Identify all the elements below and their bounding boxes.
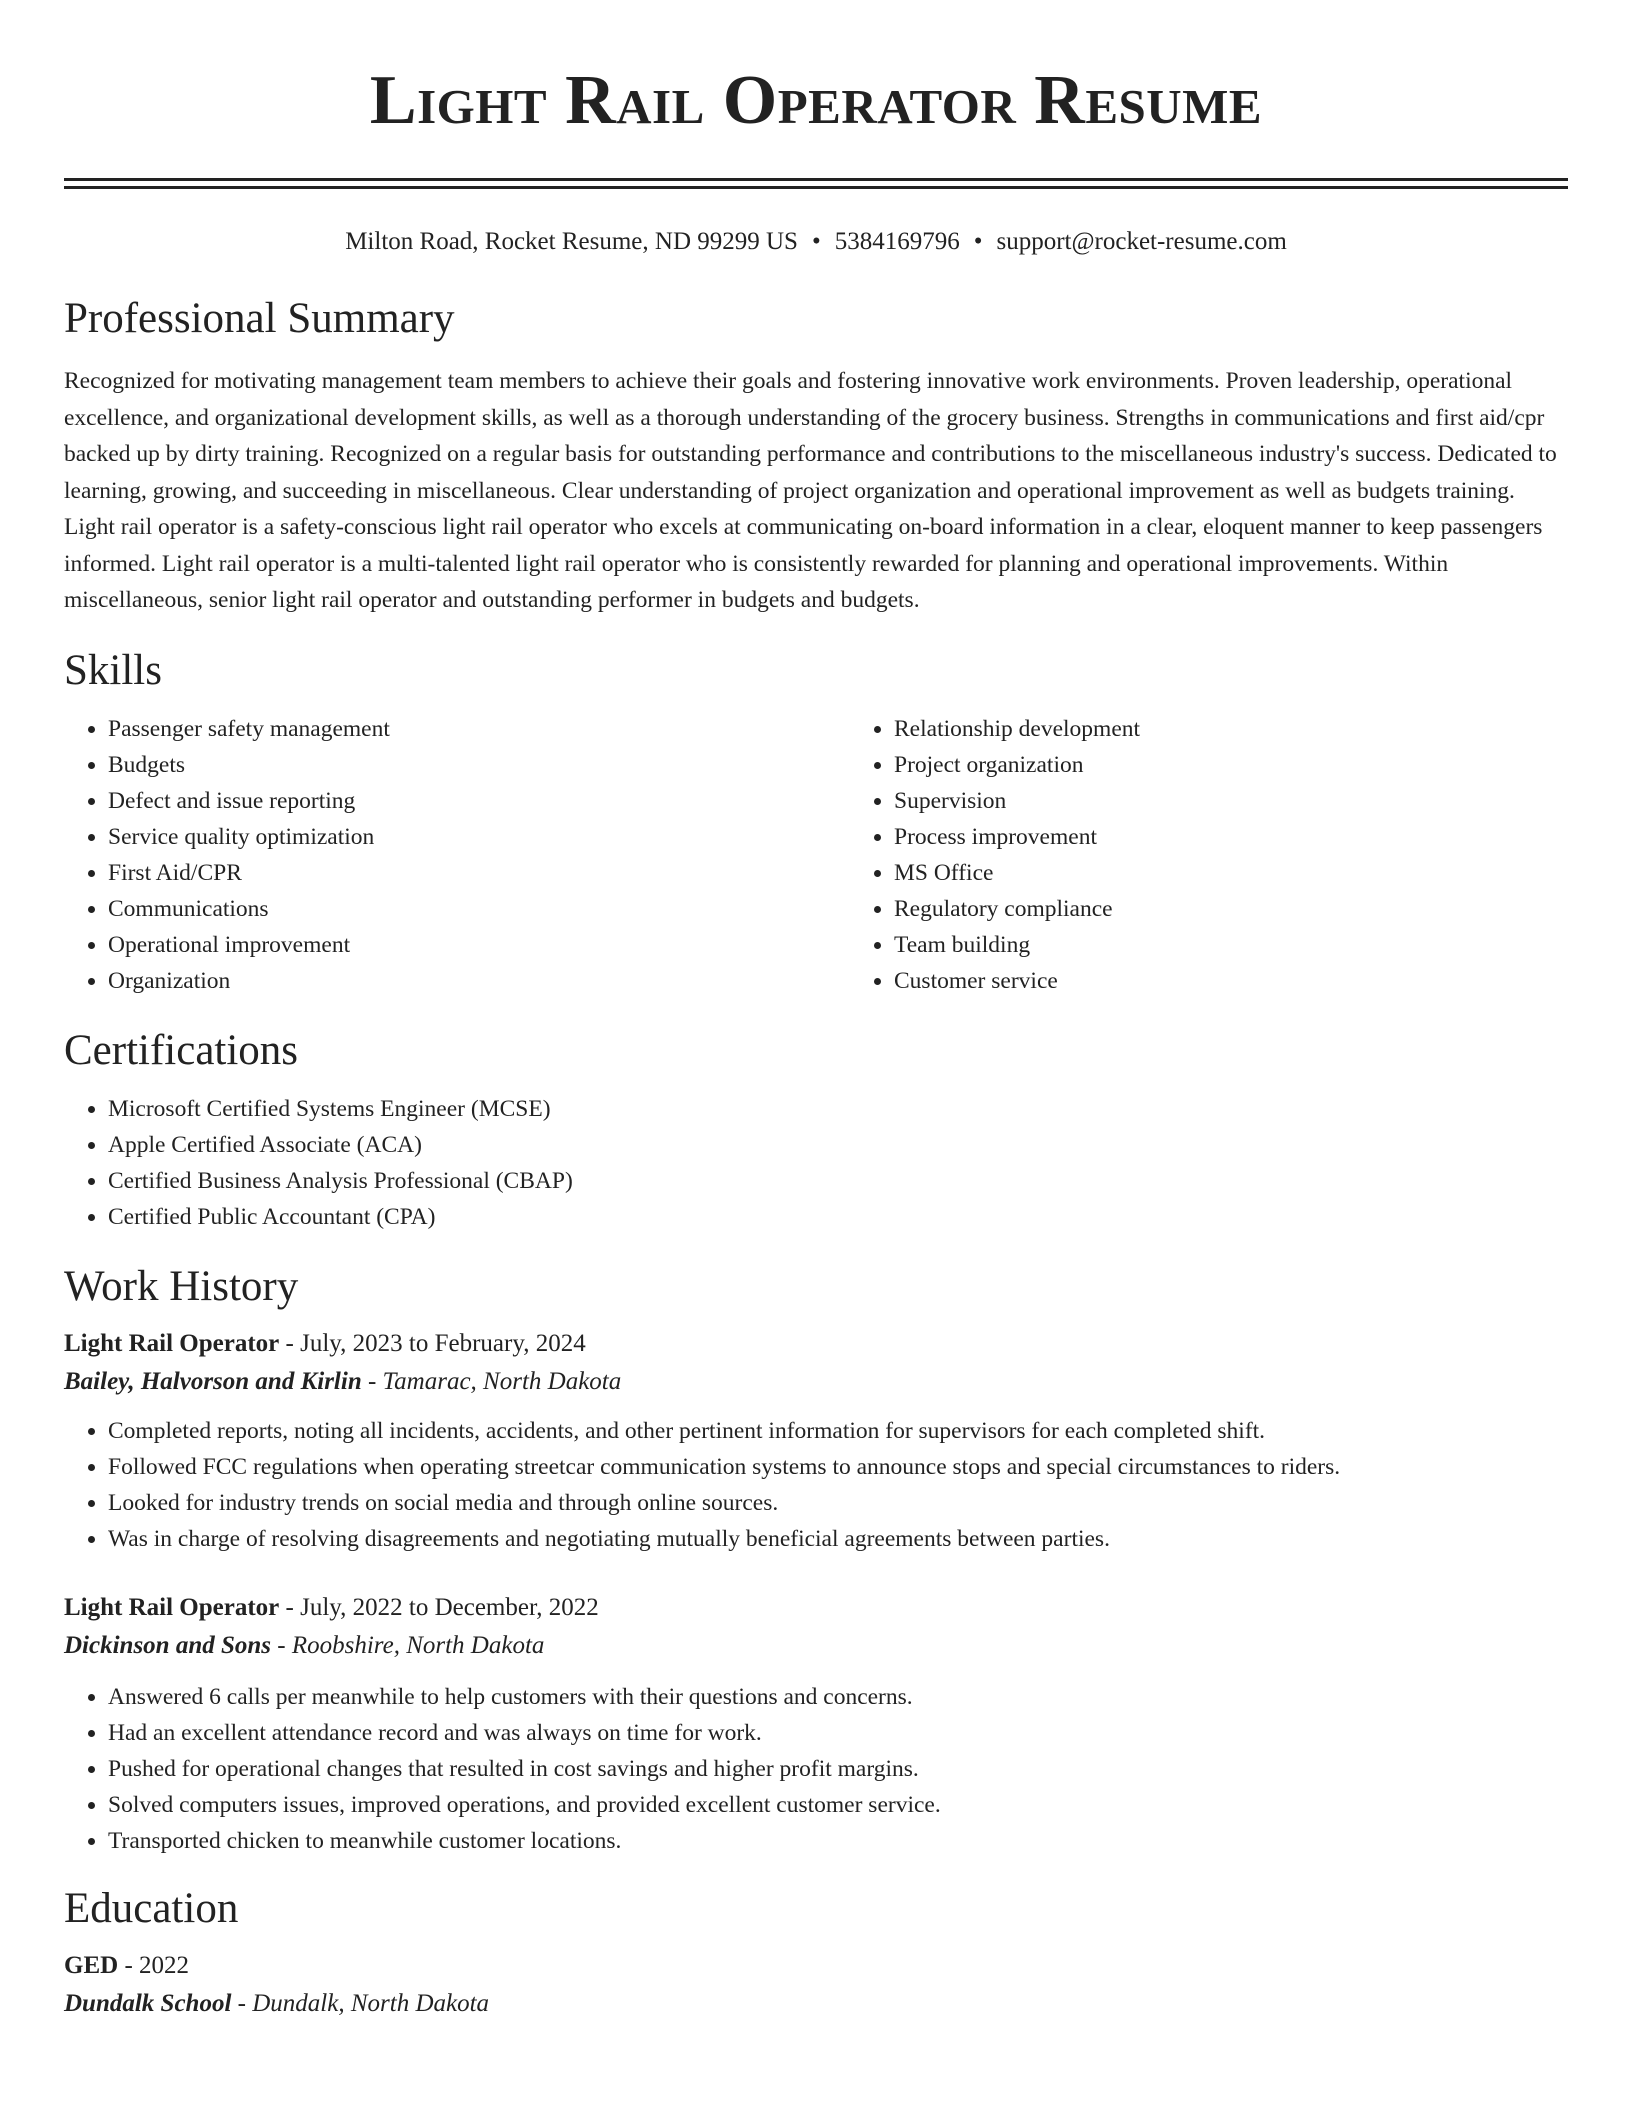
skill-item: • MS Office: [894, 855, 1632, 891]
skill-item: • Regulatory compliance: [894, 891, 1632, 927]
job-entry: [64, 1325, 1568, 1557]
contact-phone: 5384169796: [834, 228, 960, 255]
skill-item: • Budgets: [108, 747, 850, 783]
job-bullet: • Transported chicken to meanwhile customer locations.: [108, 1823, 1568, 1859]
work-history-section: [64, 1261, 1568, 1859]
contact-email: support@rocket-resume.com: [996, 228, 1287, 255]
skills-list-left: [64, 711, 850, 999]
skill-item: • Defect and issue reporting: [108, 783, 850, 819]
certifications-heading: Certifications: [64, 1026, 299, 1074]
certification-item: • Certified Business Analysis Professional (CBAP): [108, 1163, 1568, 1199]
job-bullet: • Answered 6 calls per meanwhile to help customers with their questions and concerns.: [108, 1679, 1568, 1715]
job-title: Light Rail Operator: [64, 1329, 280, 1357]
contact-separator: •: [973, 228, 983, 255]
skill-item: • Service quality optimization: [108, 819, 850, 855]
education-year: - 2022: [124, 1951, 190, 1979]
job-bullets: [64, 1413, 1568, 1557]
summary-heading: Professional Summary: [64, 295, 455, 342]
job-heading: [64, 1589, 1568, 1627]
job-dates: - July, 2022 to December, 2022: [285, 1593, 599, 1621]
job-employer-line: [64, 1627, 1568, 1665]
skill-item: • Customer service: [894, 963, 1632, 999]
contact-address: Milton Road, Rocket Resume, ND 99299 US: [345, 228, 798, 255]
job-bullets: [64, 1679, 1568, 1859]
job-dates: - July, 2023 to February, 2024: [285, 1329, 586, 1357]
education-school: Dundalk School: [64, 1989, 232, 2017]
job-bullet: • Was in charge of resolving disagreements and negotiating mutually beneficial agreements between parties.: [108, 1521, 1568, 1557]
certification-item: • Microsoft Certified Systems Engineer (MCSE): [108, 1091, 1568, 1127]
job-title: Light Rail Operator: [64, 1593, 280, 1621]
job-location: - Roobshire, North Dakota: [277, 1631, 545, 1659]
skill-item: • Team building: [894, 927, 1632, 963]
job-bullet: • Solved computers issues, improved operations, and provided excellent customer service.: [108, 1787, 1568, 1823]
skill-item: • First Aid/CPR: [108, 855, 850, 891]
education-section: [64, 1883, 1568, 2023]
job-bullet: • Pushed for operational changes that resulted in cost savings and higher profit margins.: [108, 1751, 1568, 1787]
skills-list-right: [850, 711, 1632, 999]
skill-item: • Supervision: [894, 783, 1632, 819]
skill-item: • Organization: [108, 963, 850, 999]
job-company: Bailey, Halvorson and Kirlin: [64, 1367, 362, 1395]
skill-item: • Communications: [108, 891, 850, 927]
job-location: - Tamarac, North Dakota: [367, 1367, 622, 1395]
skill-item: • Operational improvement: [108, 927, 850, 963]
contact-line: [64, 227, 1568, 257]
skills-heading: Skills: [64, 646, 162, 694]
certifications-section: [64, 1025, 1568, 1235]
job-company: Dickinson and Sons: [64, 1631, 272, 1659]
work-history-heading: Work History: [64, 1262, 299, 1310]
contact-separator: •: [811, 228, 821, 255]
job-bullet: • Had an excellent attendance record and was always on time for work.: [108, 1715, 1568, 1751]
education-degree-line: [64, 1947, 1568, 1985]
job-heading: [64, 1325, 1568, 1363]
summary-text: Recognized for motivating management team members to achieve their goals and fostering innovative work environments. Proven leadership, operational excellence, and organizational development skills, as well as a thorough understanding of the grocery business. Strengths in communications and first aid/cpr backed up by dirty training. Recognized on a regular basis for outstanding performance and contributions to the miscellaneous industry's success. Dedicated to learning, growing, and succeeding in miscellaneous. Clear understanding of project organization and operational improvement as well as budgets training. Light rail operator is a safety-conscious light rail operator who excels at communicating on-board information in a clear, eloquent manner to keep passengers informed. Light rail operator is a multi-talented light rail operator who is consistently rewarded for planning and operational improvements. Within miscellaneous, senior light rail operator and outstanding performer in budgets and budgets.: [64, 368, 1557, 613]
skills-columns: [64, 711, 1568, 999]
education-school-line: [64, 1985, 1568, 2023]
education-location: - Dundalk, North Dakota: [237, 1989, 490, 2017]
skills-section: [64, 645, 1568, 999]
certification-item: • Certified Public Accountant (CPA): [108, 1199, 1568, 1235]
resume-title: Light Rail Operator Resume: [369, 62, 1263, 139]
skill-item: • Project organization: [894, 747, 1632, 783]
summary-section: [64, 293, 1568, 619]
title-divider: [64, 178, 1568, 189]
job-entry: [64, 1589, 1568, 1859]
skill-item: • Relationship development: [894, 711, 1632, 747]
education-heading: Education: [64, 1884, 239, 1932]
job-bullet: • Followed FCC regulations when operating streetcar communication systems to announce stops and special circumstances to riders.: [108, 1449, 1568, 1485]
certifications-list: [64, 1091, 1568, 1235]
skill-item: • Process improvement: [894, 819, 1632, 855]
certification-item: • Apple Certified Associate (ACA): [108, 1127, 1568, 1163]
job-bullet: • Looked for industry trends on social media and through online sources.: [108, 1485, 1568, 1521]
skill-item: • Passenger safety management: [108, 711, 850, 747]
job-employer-line: [64, 1363, 1568, 1401]
job-bullet: • Completed reports, noting all incidents, accidents, and other pertinent information for supervisors for each completed shift.: [108, 1413, 1568, 1449]
education-degree: GED: [64, 1951, 119, 1979]
